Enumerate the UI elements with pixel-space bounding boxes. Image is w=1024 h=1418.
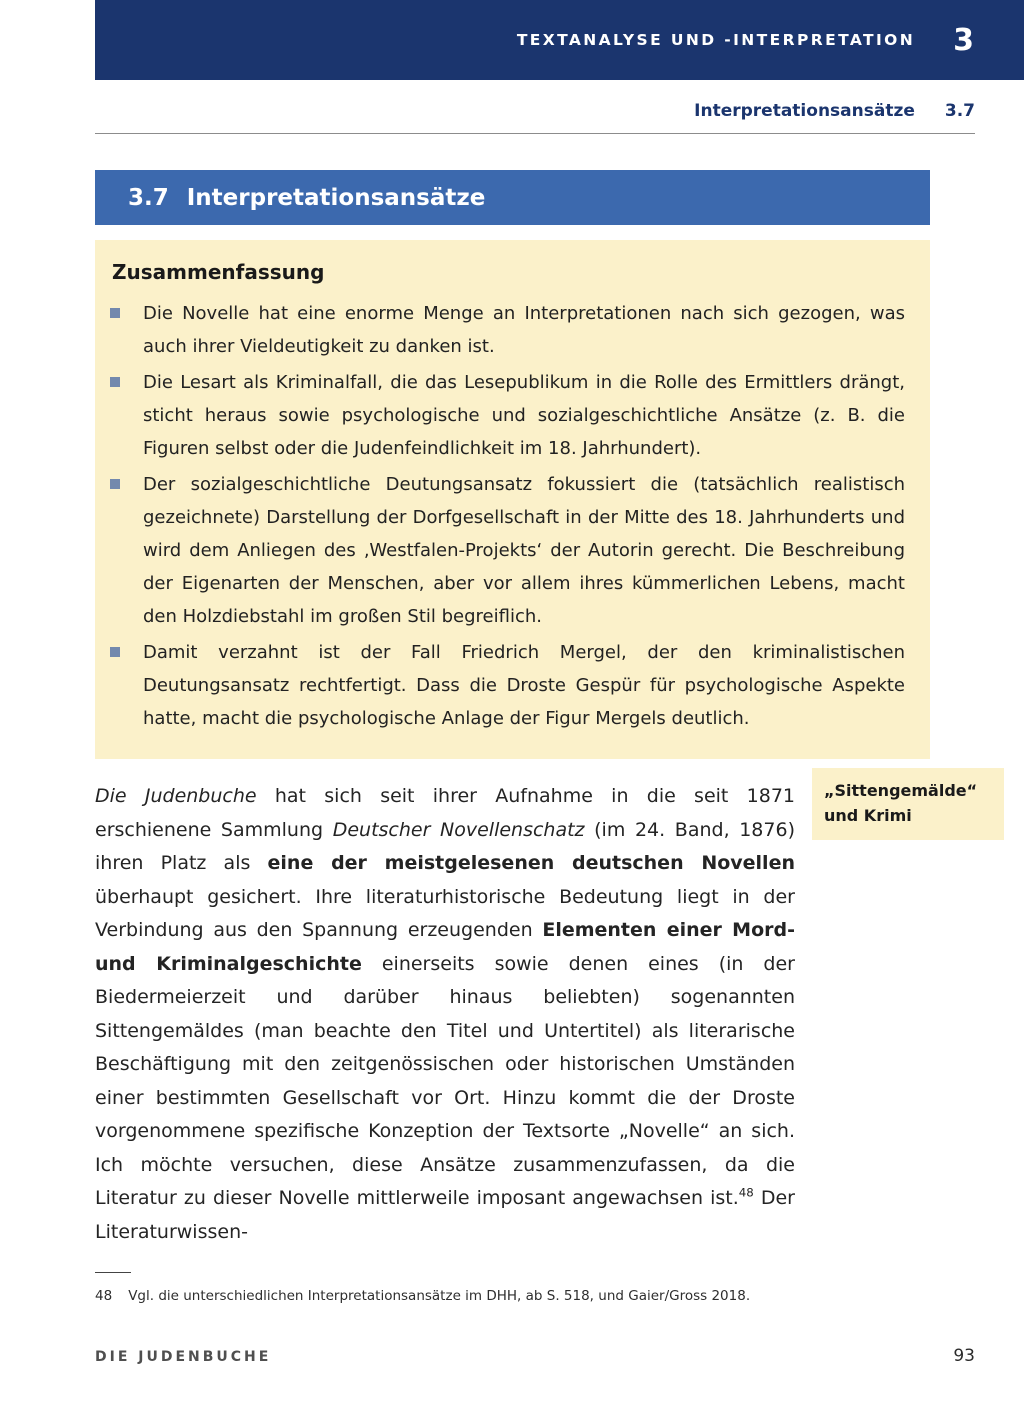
margin-note-line: „Sittengemälde“ bbox=[824, 781, 978, 800]
margin-note bbox=[812, 768, 1004, 840]
footer-page-number: 93 bbox=[953, 1346, 975, 1366]
running-head-section-number: 3.7 bbox=[944, 101, 975, 121]
footer-book-title: DIE JUDENBUCHE bbox=[95, 1349, 272, 1365]
body-paragraph: Die Judenbuche hat sich seit ihrer Aufnahme in die seit 1871 erschienene Sammlung Deutscher Novellenschatz (im 24. Band, 1876) ihren Platz als eine der meistgelesenen deutschen Novellen überhaupt gesichert. Ihre literaturhistorische Bedeutung liegt in der Verbindung aus den Spannung erzeugenden Elementen einer Mord- und Kriminalgeschichte einerseits sowie denen eines (in der Biedermeierzeit und darüber hinaus beliebten) sogenannten Sittengemäldes (man beachte den Titel und Untertitel) als literarische Beschäftigung mit den zeitgenössischen oder historischen Umständen einer bestimmten Gesellschaft vor Ort. Hinzu kommt die der Droste vorgenommene spezifische Konzeption der Textsorte „Novelle“ an sich. Ich möchte versuchen, diese Ansätze zusammenzufassen, da die Literatur zu dieser Novelle mittlerweile imposant angewachsen ist.$^{48}$ Der Literaturwissen- bbox=[95, 785, 796, 1243]
summary-bullet-text: Damit verzahnt ist der Fall Friedrich Mergel, der den kriminalistischen Deutungsansatz rechtfertigt. Dass die Droste Gespür für psychologische Aspekte hatte, macht die psychologische Anlage der Figur Mergels deutlich. bbox=[143, 642, 905, 729]
section-title: Interpretationsansätze bbox=[186, 184, 486, 211]
summary-bullet-text: Der sozialgeschichtliche Deutungsansatz fokussiert die (tatsächlich realistisch gezeichnete) Darstellung der Dorfgesellschaft in der Mitte des 18. Jahrhunderts und wird dem Anliegen des ‚Westfalen-Projekts‘ der Autorin gerecht. Die Beschreibung der Eigenarten der Menschen, aber vor allem ihres kümmerlichen Lebens, macht den Holzdiebstahl im großen Stil begreiflich. bbox=[143, 474, 905, 627]
section-title-bar bbox=[95, 170, 930, 225]
running-head bbox=[95, 101, 975, 121]
chapter-header-bar bbox=[95, 0, 1024, 80]
summary-bullet-text: Die Novelle hat eine enorme Menge an Interpretationen nach sich gezogen, was auch ihrer Vieldeutigkeit zu danken ist. bbox=[143, 303, 905, 357]
summary-bullet-item bbox=[110, 297, 905, 363]
header-divider-rule bbox=[95, 133, 975, 134]
summary-bullet-item bbox=[110, 468, 905, 633]
summary-bullet-list bbox=[110, 297, 905, 735]
summary-bullet-item bbox=[110, 366, 905, 465]
margin-note-line: und Krimi bbox=[824, 806, 912, 825]
summary-bullet-text: Die Lesart als Kriminalfall, die das Lesepublikum in die Rolle des Ermittlers drängt, sticht heraus sowie psychologische und sozialgeschichtliche Ansätze (z. B. die Figuren selbst oder die Judenfeindlichkeit im 18. Jahrhundert). bbox=[143, 372, 905, 459]
summary-bullet-item bbox=[110, 636, 905, 735]
summary-title: Zusammenfassung bbox=[112, 260, 325, 284]
running-head-section-name: Interpretationsansätze bbox=[694, 101, 915, 121]
chapter-header-title: TEXTANALYSE UND -INTERPRETATION bbox=[516, 31, 916, 49]
footnote-text: Vgl. die unterschiedlichen Interpretationsansätze im DHH, ab S. 518, und Gaier/Gross 2018. bbox=[128, 1288, 751, 1304]
bullet-square-icon bbox=[110, 479, 120, 489]
footnote-number: 48 bbox=[95, 1288, 113, 1304]
section-number: 3.7 bbox=[128, 184, 169, 211]
page-footer bbox=[95, 1346, 975, 1366]
summary-box bbox=[95, 240, 930, 759]
chapter-number: 3 bbox=[953, 22, 974, 58]
footnote bbox=[95, 1288, 975, 1304]
footnote-separator-rule bbox=[95, 1272, 131, 1273]
bullet-square-icon bbox=[110, 377, 120, 387]
bullet-square-icon bbox=[110, 647, 120, 657]
bullet-square-icon bbox=[110, 308, 120, 318]
